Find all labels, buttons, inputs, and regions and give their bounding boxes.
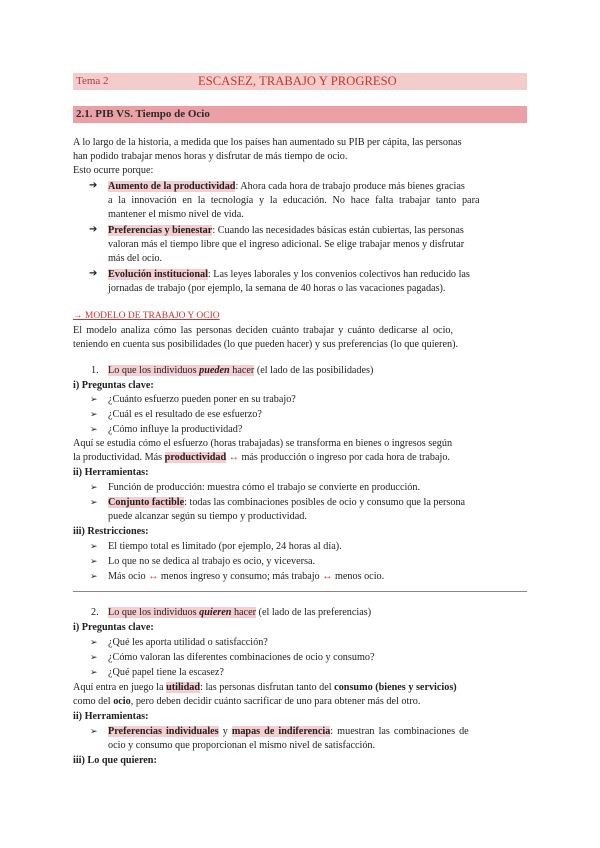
list-item: ¿Cuánto esfuerzo pueden poner en su trabajo? [108,394,296,405]
paragraph-line: teniendo en cuenta sus posibilidades (lo que pueden hacer) y sus preferencias (lo que quieren). [73,339,459,350]
triangle-right-icon: ➢ [90,482,98,492]
list-item-line: ocio y consumo que proporcionan el mismo nivel de satisfacción. [108,740,376,751]
list-item-line: puede alcanzar según su tiempo y productividad. [108,511,307,522]
part2-heading [108,606,371,620]
list-item [108,268,470,282]
arrow-right-icon: ➔ [89,224,98,235]
list-item [108,570,384,584]
list-item-line: mantener el mismo nivel de vida. [108,209,244,220]
title-suffix: (el lado de las posibilidades) [254,365,374,376]
text: : Ahora cada hora de trabajo produce más bienes gracias [235,181,465,192]
list-item: ¿Qué les aporta utilidad o satisfacción? [108,637,268,648]
list-item [108,180,465,194]
subheading: i) Preguntas clave: [73,622,154,633]
list-item: ¿Cuál es el resultado de ese esfuerzo? [108,409,262,420]
model-link[interactable]: → MODELO DE TRABAJO Y OCIO [73,311,220,321]
triangle-right-icon: ➢ [90,652,98,662]
divider [73,591,527,592]
title-text: hacer [231,607,256,618]
list-item: ¿Cómo influye la productividad? [108,424,243,435]
intro-line: han podido trabajar menos horas y disfrutar de más tiempo de ocio. [73,151,348,162]
part2-title [108,607,256,618]
term: Conjunto factible [108,497,185,508]
text: menos ocio. [332,571,385,582]
text: : Las leyes laborales y los convenios colectivos han reducido las [207,269,470,280]
triangle-right-icon: ➢ [90,409,98,419]
text: Aquí entra en juego la [73,682,167,693]
intro-line: A lo largo de la historia, a medida que los países han aumentado su PIB per cápita, las personas [73,137,462,148]
text: menos ingreso y consumo; más trabajo [158,571,323,582]
arrow-right-icon: ➔ [89,268,98,279]
title-suffix: (el lado de las preferencias) [256,607,372,618]
triangle-right-icon: ➢ [90,571,98,581]
part1-title [108,365,254,376]
text: , pero deben decidir cuánto sacrificar de uno para obtener más del otro. [130,696,421,707]
term: utilidad [166,682,201,693]
list-item: ¿Qué papel tiene la escasez? [108,667,224,678]
title-emphasis: quieren [199,607,232,618]
triangle-right-icon: ➢ [90,637,98,647]
text: : Cuando las necesidades básicas están cubiertas, las personas [212,225,464,236]
subheading: iii) Restricciones: [73,526,149,537]
triangle-right-icon: ➢ [90,497,98,507]
part2-number: 2. [91,607,99,618]
section-title: 2.1. PIB VS. Tiempo de Ocio [76,108,210,120]
text: la productividad. Más [73,452,165,463]
title-text: hacer [229,365,255,376]
list-item: Lo que no se dedica al trabajo es ocio, y viceversa. [108,556,316,567]
list-item: El tiempo total es limitado (por ejemplo, 24 horas al día). [108,541,342,552]
text: y [218,726,232,737]
paragraph-line [73,451,450,465]
topic-number: Tema 2 [76,75,109,87]
part1-number: 1. [91,365,99,376]
text: Más ocio [108,571,149,582]
list-item [108,496,465,510]
paragraph-line: El modelo analiza cómo las personas deciden cuánto trabajar y cuánto dedicarse al ocio, [73,325,454,336]
term: consumo (bienes y servicios) [334,682,457,693]
paragraph-line: Aquí se estudia cómo el esfuerzo (horas trabajadas) se transforma en bienes o ingresos según [73,438,453,449]
title-text: Lo que los individuos [108,607,200,618]
term: Aumento de la productividad [108,181,236,192]
term: Evolución institucional [108,269,208,280]
list-item: ¿Cómo valoran las diferentes combinaciones de ocio y consumo? [108,652,375,663]
list-item [108,725,469,739]
text: : todas las combinaciones posibles de ocio y consumo que la persona [184,497,466,508]
intro-line: Esto ocurre porque: [73,165,154,176]
text: : muestran las combinaciones de [330,726,469,737]
triangle-right-icon: ➢ [90,726,98,736]
list-item-line: a la innovación en la tecnología y la educación. No hace falta trabajar tanto para [108,195,480,206]
subheading: i) Preguntas clave: [73,380,154,391]
triangle-right-icon: ➢ [90,667,98,677]
triangle-right-icon: ➢ [90,556,98,566]
term: Preferencias individuales [108,726,219,737]
title-text: Lo que los individuos [108,365,200,376]
subheading: ii) Herramientas: [73,467,149,478]
double-arrow: ↔ [322,571,333,582]
triangle-right-icon: ➢ [90,424,98,434]
term: productividad [164,452,227,463]
list-item [108,224,464,238]
title-emphasis: pueden [199,365,230,376]
paragraph-line [73,695,420,709]
text: : las personas disfrutan tanto del [200,682,335,693]
text: más producción o ingreso por cada hora de trabajo. [241,452,450,463]
list-item-line: valoran más el tiempo libre que el ingreso adicional. Se elige trabajar menos y disfrutar [108,239,465,250]
list-item: Función de producción: muestra cómo el trabajo se convierte en producción. [108,482,421,493]
term: Preferencias y bienestar [108,225,213,236]
arrow-right-icon: ➔ [89,180,98,191]
double-arrow: ↔ [148,571,159,582]
term: mapas de indiferencia [231,726,331,737]
paragraph-line [73,681,457,695]
page-title: ESCASEZ, TRABAJO Y PROGRESO [198,74,397,88]
list-item-line: más del ocio. [108,253,163,264]
part1-heading [108,364,373,378]
list-item-line: jornadas de trabajo (por ejemplo, la semana de 40 horas o las vacaciones pagadas). [108,283,446,294]
triangle-right-icon: ➢ [90,541,98,551]
triangle-right-icon: ➢ [90,394,98,404]
text: como del [73,696,114,707]
subheading: iii) Lo que quieren: [73,755,157,766]
subheading: ii) Herramientas: [73,711,149,722]
term: ocio [113,696,131,707]
double-arrow: ↔ [226,452,242,463]
